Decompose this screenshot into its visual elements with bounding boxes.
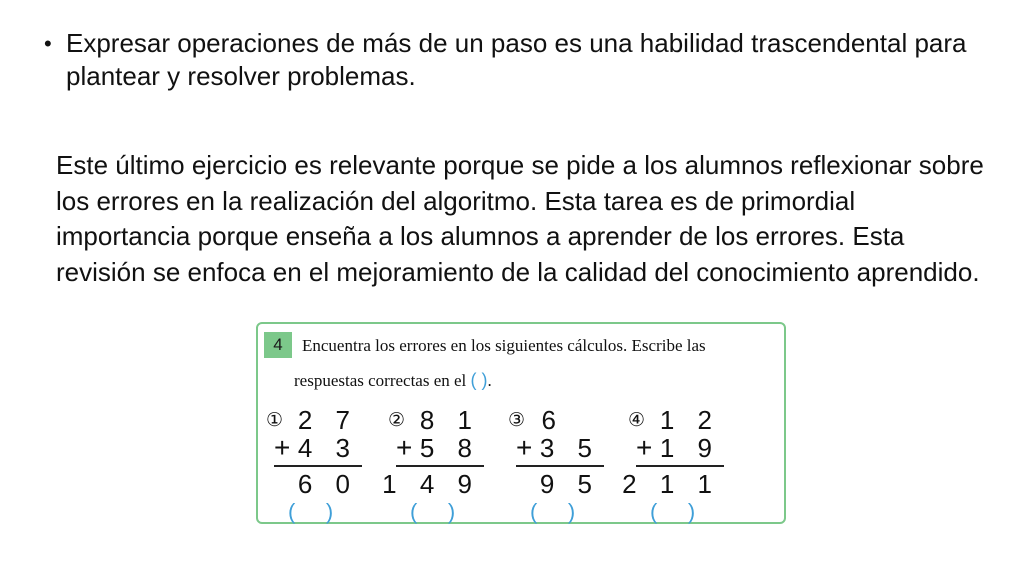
- problem-1: [266, 405, 366, 524]
- body-paragraph: Este último ejercicio es relevante porque se pide a los alumnos reflexionar sobre los errores en la realización del algoritmo. Esta tarea es de primordial importancia porque enseña a los alumnos a aprender de los errores. Esta revisión se enfoca en el mejoramiento de la calidad del conocimiento aprendido.: [56, 150, 984, 287]
- exercise-box: [256, 322, 786, 524]
- problem-addend: 4 3: [297, 433, 358, 463]
- problem-number: ③: [508, 409, 526, 431]
- problem-top-number: 8 1: [419, 405, 480, 435]
- problem-top-number: 1 2: [659, 405, 720, 435]
- sum-line: [516, 465, 604, 467]
- plus-sign: +: [516, 432, 533, 463]
- problem-number: ④: [628, 409, 646, 431]
- problem-top-number: 2 7: [297, 405, 358, 435]
- exercise-instruction-line2: [294, 368, 492, 393]
- bullet-point: [44, 27, 984, 93]
- problem-top-number: 6: [541, 405, 564, 435]
- problem-result: 6 0: [297, 469, 358, 499]
- instruction-line2-text: respuestas correctas en el: [294, 371, 467, 390]
- problem-4: [622, 405, 728, 524]
- problem-addend: 3 5: [539, 433, 600, 463]
- instruction-period: .: [487, 371, 492, 390]
- answer-paren: ( ): [410, 499, 456, 524]
- bullet-text: Expresar operaciones de más de un paso es una habilidad trascendental para plantear y resolver problemas.: [66, 28, 967, 91]
- problem-number: ②: [388, 409, 406, 431]
- problem-number: ①: [266, 409, 284, 431]
- sum-line: [636, 465, 724, 467]
- exercise-instruction-line1: Encuentra los errores en los siguientes cálculos. Escribe las: [302, 336, 706, 355]
- bullet-marker: •: [44, 31, 52, 56]
- answer-paren: ( ): [530, 499, 576, 524]
- problem-addend: 5 8: [419, 433, 480, 463]
- plus-sign: +: [636, 432, 653, 463]
- sum-line: [396, 465, 484, 467]
- problem-result: 9 5: [539, 469, 600, 499]
- plus-sign: +: [396, 432, 413, 463]
- answer-paren-sample: ( ): [470, 370, 488, 390]
- answer-paren: ( ): [650, 499, 696, 524]
- plus-sign: +: [274, 432, 291, 463]
- problem-3: [508, 405, 608, 524]
- problem-2: [382, 405, 488, 524]
- sum-line: [274, 465, 362, 467]
- problem-result: 1 4 9: [382, 469, 480, 499]
- exercise-number-badge: 4: [264, 332, 292, 358]
- problem-addend: 1 9: [659, 433, 720, 463]
- answer-paren: ( ): [288, 499, 334, 524]
- problem-result: 2 1 1: [622, 469, 720, 499]
